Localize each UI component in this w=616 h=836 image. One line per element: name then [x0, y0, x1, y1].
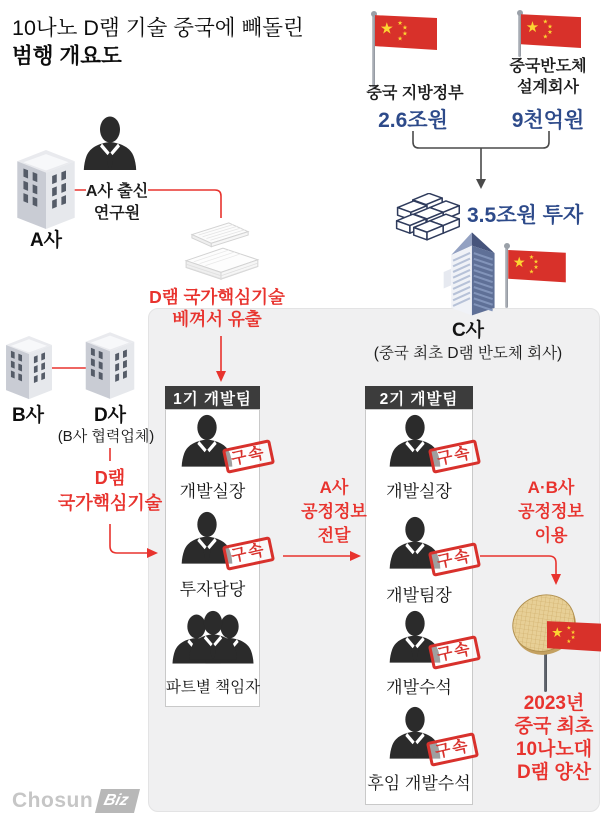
- title-line2: 범행 개요도: [12, 44, 122, 68]
- tech-line1: D램: [94, 468, 126, 488]
- team1-header: 1기 개발팀: [165, 386, 260, 409]
- arrest-stamp: 구속: [428, 439, 481, 474]
- team2-role-0: 개발실장: [386, 482, 452, 501]
- chosunbiz-logo: [12, 789, 137, 813]
- transfer-right-text: [498, 476, 604, 548]
- arrest-stamp: 구속: [222, 536, 275, 571]
- researcher-label1: A사 출신: [85, 183, 149, 200]
- company-b-name: B사: [11, 405, 45, 426]
- china-flag-icon: [508, 250, 566, 286]
- arrow-down-funding: [476, 179, 486, 189]
- funder-design-co-label2: 설계회사: [517, 79, 579, 96]
- china-flag-icon: [547, 620, 601, 656]
- result-line4: D램 양산: [516, 762, 592, 783]
- team1-role-1: 투자담당: [179, 580, 246, 599]
- funder-local-gov-label: 중국 지방정부: [366, 85, 464, 102]
- company-a-name: A사: [29, 230, 63, 251]
- logo-text-biz: Biz: [95, 789, 140, 813]
- company-d-name: D사: [93, 405, 127, 426]
- skyscraper-icon: [438, 226, 504, 318]
- page-title: [12, 14, 304, 70]
- transfer-right-line3: 이용: [534, 526, 568, 545]
- person-icon: [80, 114, 140, 172]
- arrest-stamp: 구속: [428, 635, 481, 670]
- logo-text-chosun: Chosun: [12, 789, 94, 812]
- leak-line1: D램 국가핵심기술: [149, 287, 285, 307]
- building-icon: [4, 336, 54, 400]
- researcher-label2: 연구원: [93, 205, 141, 222]
- funder-design-co-label1: 중국반도체: [509, 58, 587, 75]
- team2-role-1: 개발팀장: [386, 586, 452, 605]
- result-line2: 중국 최초: [514, 716, 594, 737]
- transfer-mid-text: [294, 476, 374, 548]
- china-flag-icon: [375, 15, 437, 54]
- transfer-mid-line2: 공정정보: [301, 502, 367, 521]
- tech-line2: 국가핵심기술: [57, 493, 163, 513]
- arrest-stamp: 구속: [428, 542, 481, 577]
- transfer-right-line2: 공정정보: [518, 502, 584, 521]
- team2-role-3: 후임 개발수석: [367, 774, 471, 793]
- title-line1: 10나노 D램 기술 중국에 빼돌린: [12, 16, 304, 40]
- china-flag-icon: [521, 14, 581, 52]
- funding-bracket: [413, 131, 549, 180]
- documents-icon: [178, 220, 264, 284]
- result-text: [496, 692, 612, 784]
- funder-design-co-amount: 9천억원: [511, 109, 585, 132]
- company-c-name: C사: [451, 320, 485, 341]
- building-icon: [14, 150, 78, 230]
- result-line3: 10나노대: [515, 739, 593, 760]
- company-c-note: (중국 최초 D램 반도체 회사): [373, 345, 563, 362]
- team2-role-2: 개발수석: [386, 678, 452, 697]
- arrest-stamp: 구속: [222, 439, 275, 474]
- people-icon: [169, 606, 257, 668]
- team2-header: 2기 개발팀: [365, 386, 473, 409]
- arrest-stamp: 구속: [426, 732, 479, 767]
- transfer-mid-line1: A사: [319, 478, 349, 497]
- leak-line2: 베껴서 유출: [172, 309, 262, 329]
- tech-text: [46, 466, 174, 516]
- team1-role-0: 개발실장: [179, 482, 246, 501]
- team1-role-2: 파트별 책임자: [165, 679, 261, 696]
- company-d-note: (B사 협력업체): [57, 428, 155, 445]
- transfer-mid-line3: 전달: [317, 526, 351, 545]
- funder-local-gov-amount: 2.6조원: [378, 109, 448, 132]
- leak-text: [144, 286, 290, 330]
- result-line1: 2023년: [523, 693, 585, 714]
- building-icon: [84, 332, 136, 400]
- total-investment: 3.5조원 투자: [467, 204, 584, 227]
- transfer-right-line1: A·B사: [527, 478, 575, 497]
